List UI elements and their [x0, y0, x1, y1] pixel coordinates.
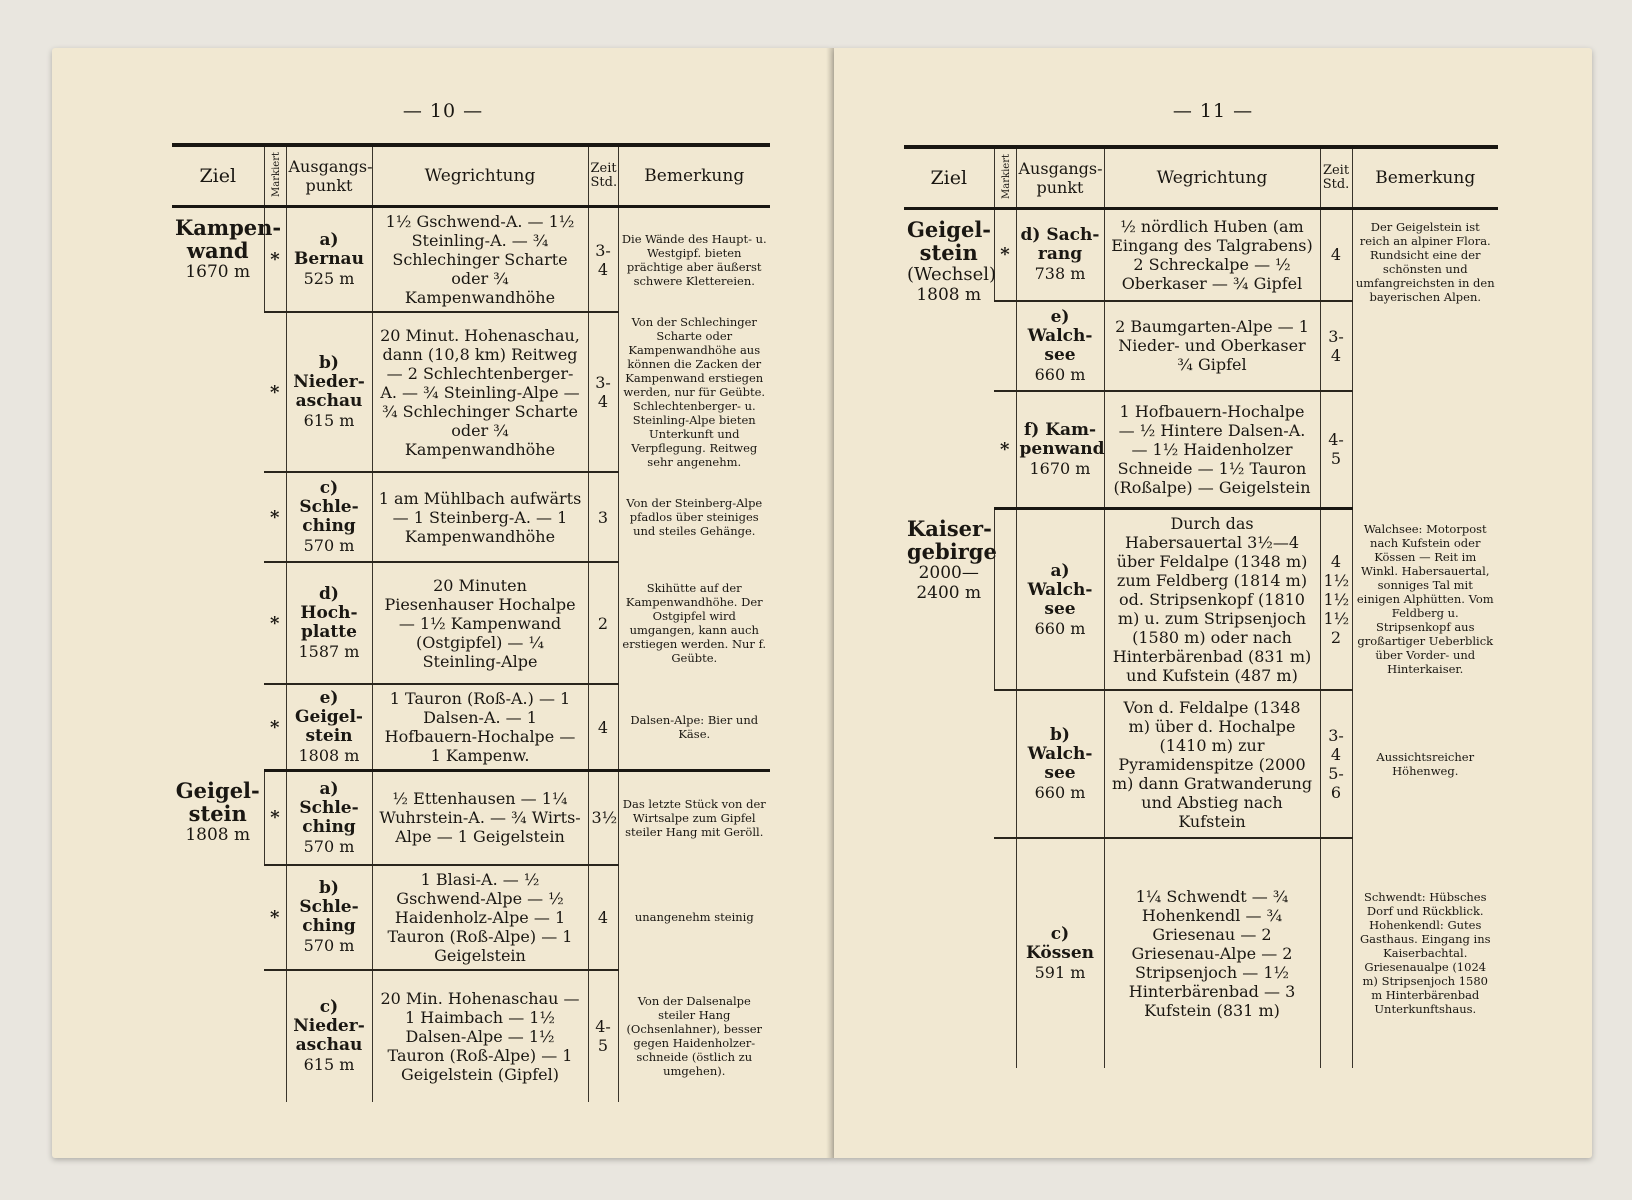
- duration: 3-4: [588, 207, 618, 313]
- duration: 4: [588, 684, 618, 771]
- remark: Dalsen-Alpe: Bier und Käse.: [618, 684, 770, 771]
- duration: 4: [588, 865, 618, 970]
- destination-cell: Kampen-wand 1670 m: [175, 215, 282, 282]
- table-row: [904, 690, 1498, 838]
- right-page: [834, 48, 1592, 1158]
- marked-indicator: *: [264, 312, 286, 472]
- route-description: 20 Min. Hohenaschau — 1 Haimbach — 1½ Dalsen-Alpe — 1½ Tauron (Roß-Alpe) — 1 Geigelstein (Gipfel): [372, 970, 588, 1102]
- left-page: [52, 48, 834, 1158]
- remark: unangenehm steinig: [618, 865, 770, 970]
- route-description: 1 Blasi-A. — ½ Gschwend-Alpe — ½ Haidenholz-Alpe — 1 Tauron (Roß-Alpe) — 1 Geigelstein: [372, 865, 588, 970]
- start-point: e) Walch-see 660 m: [1016, 301, 1104, 391]
- remark: Walchsee: Motorpost nach Kufstein oder Kössen — Reit im Winkl. Habersauertal, sonniges Tal mit einigen Alphütten. Vom Feldberg u. Stripsenkopf aus großartiger Ueberblick über Vorder- und Hinterkaiser.: [1352, 509, 1498, 691]
- start-point: d) Hoch-platte 1587 m: [286, 562, 372, 684]
- table-row: [172, 207, 770, 313]
- start-point: c) Nieder-aschau 615 m: [286, 970, 372, 1102]
- route-description: 1¼ Schwendt — ¾ Hohenkendl — ¾ Griesenau — 2 Griesenau-Alpe — 2 Stripsenjoch — 1½ Hinterbärenbad — 3 Kufstein (831 m): [1104, 838, 1320, 1068]
- duration: 3-4: [588, 312, 618, 472]
- header-ausgangspunkt: Ausgangs-punkt: [1016, 147, 1104, 209]
- start-point: c) Schle-ching 570 m: [286, 472, 372, 562]
- table-row: [904, 838, 1498, 1068]
- marked-indicator: *: [264, 472, 286, 562]
- remark: Aussichtsreicher Höhenweg.: [1352, 690, 1498, 838]
- route-description: 1 Tauron (Roß-A.) — 1 Dalsen-A. — 1 Hofbauern-Hochalpe — 1 Kampenw.: [372, 684, 588, 771]
- duration: 3-4 5-6: [1320, 690, 1352, 838]
- remark: Von der Steinberg-Alpe pfadlos über steiniges und steiles Gehänge.: [618, 472, 770, 562]
- marked-indicator: *: [264, 562, 286, 684]
- header-ausgangspunkt: Ausgangs-punkt: [286, 145, 372, 207]
- marked-indicator: [994, 838, 1016, 1068]
- remark: Die Wände des Haupt- u. Westgipf. bieten prächtige aber äußerst schwere Klettereien.: [618, 207, 770, 313]
- header-bemerkung: Bemerkung: [1352, 147, 1498, 209]
- start-point: a) Schle-ching 570 m: [286, 771, 372, 865]
- destination-cell: Geigel-stein (Wechsel) 1808 m: [907, 217, 997, 305]
- remark: Der Geigelstein ist reich an alpiner Flora. Rundsicht eine der schönsten und umfangreichsten in den bayerischen Alpen.: [1352, 209, 1498, 509]
- start-point: a) Bernau 525 m: [286, 207, 372, 313]
- start-point: f) Kam-penwand 1670 m: [1016, 391, 1104, 509]
- remark: Von der Schlechinger Scharte oder Kampenwandhöhe aus können die Zacken der Kampenwand erstiegen werden, nur für Geübte. Schlechtenberger- u. Steinling-Alpe bieten Unterkunft und Verpflegung. Reitweg sehr angenehm.: [618, 312, 770, 472]
- route-description: ½ Ettenhausen — 1¼ Wuhrstein-A. — ¾ Wirts-Alpe — 1 Geigelstein: [372, 771, 588, 865]
- start-point: b) Walch-see 660 m: [1016, 690, 1104, 838]
- route-description: Von d. Feldalpe (1348 m) über d. Hochalpe (1410 m) zur Pyramidenspitze (2000 m) dann Gratwanderung und Abstieg nach Kufstein: [1104, 690, 1320, 838]
- route-description: 1 am Mühlbach aufwärts — 1 Steinberg-A. — 1 Kampenwandhöhe: [372, 472, 588, 562]
- header-markiert: Markiert: [1000, 153, 1012, 199]
- table-row: [904, 509, 1498, 691]
- duration: 3: [588, 472, 618, 562]
- start-point: d) Sach-rang 738 m: [1016, 209, 1104, 301]
- header-zeit: Zeit Std.: [588, 145, 618, 207]
- marked-indicator: *: [994, 391, 1016, 509]
- remark: Schwendt: Hübsches Dorf und Rückblick. Hohenkendl: Gutes Gasthaus. Eingang ins Kaiserbachtal. Griesenaualpe (1024 m) Stripsenjoch 1580 m Hinterbärenbad Unterkunftshaus.: [1352, 838, 1498, 1068]
- duration: 4: [1320, 209, 1352, 301]
- duration: 3½: [588, 771, 618, 865]
- route-description: 2 Baumgarten-Alpe — 1 Nieder- und Oberkaser ¾ Gipfel: [1104, 301, 1320, 391]
- route-description: Durch das Habersauertal 3½—4 über Feldalpe (1348 m) zum Feldberg (1814 m) od. Stripsenkopf (1810 m) u. zum Stripsenjoch (1580 m) oder nach Hinterbärenbad (831 m) und Kufstein (487 m): [1104, 509, 1320, 691]
- marked-indicator: [264, 970, 286, 1102]
- header-ziel: Ziel: [172, 145, 264, 207]
- route-description: ½ nördlich Huben (am Eingang des Talgrabens) 2 Schreckalpe — ½ Oberkaser — ¾ Gipfel: [1104, 209, 1320, 301]
- start-point: c) Kössen 591 m: [1016, 838, 1104, 1068]
- route-description: 1 Hofbauern-Hochalpe — ½ Hintere Dalsen-A. — 1½ Haidenholzer Schneide — 1½ Tauron (Roßalpe) — Geigelstein: [1104, 391, 1320, 509]
- start-point: b) Schle-ching 570 m: [286, 865, 372, 970]
- header-wegrichtung: Wegrichtung: [372, 145, 588, 207]
- duration: 4-5: [588, 970, 618, 1102]
- table-row: [172, 771, 770, 865]
- route-table-left: [172, 143, 770, 1102]
- header-zeit: Zeit Std.: [1320, 147, 1352, 209]
- header-wegrichtung: Wegrichtung: [1104, 147, 1320, 209]
- duration: [1320, 838, 1352, 1068]
- duration: 4 1½ 1½ 1½ 2: [1320, 509, 1352, 691]
- remark: Skihütte auf der Kampenwandhöhe. Der Ostgipfel wird umgangen, kann auch erstiegen werden. Nur f. Geübte.: [618, 562, 770, 684]
- header-markiert: Markiert: [270, 151, 282, 197]
- page-number-right: — 11 —: [1172, 100, 1254, 122]
- duration: 2: [588, 562, 618, 684]
- marked-indicator: *: [264, 684, 286, 771]
- marked-indicator: *: [264, 771, 286, 865]
- route-table-right: [904, 145, 1498, 1068]
- duration: 3-4: [1320, 301, 1352, 391]
- start-point: e) Geigel-stein 1808 m: [286, 684, 372, 771]
- marked-indicator: [994, 509, 1016, 691]
- remark: Das letzte Stück von der Wirtsalpe zum Gipfel steiler Hang mit Geröll.: [618, 771, 770, 865]
- header-ziel: Ziel: [904, 147, 994, 209]
- table-row: [904, 209, 1498, 301]
- destination-cell: Geigel-stein 1808 m: [175, 777, 260, 845]
- destination-cell: Kaiser-gebirge 2000— 2400 m: [907, 515, 997, 603]
- remark: Von der Dalsenalpe steiler Hang (Ochsenlahner), besser gegen Haidenholzer-schneide (östlich zu umgehen).: [618, 970, 770, 1102]
- marked-indicator: *: [264, 865, 286, 970]
- route-description: 20 Minut. Hohenaschau, dann (10,8 km) Reitweg — 2 Schlechtenberger-A. — ¾ Steinling-Alpe — ¾ Schlechinger Scharte oder ¾ Kampenwandhöhe: [372, 312, 588, 472]
- route-description: 1½ Gschwend-A. — 1½ Steinling-A. — ¾ Schlechinger Scharte oder ¾ Kampenwandhöhe: [372, 207, 588, 313]
- marked-indicator: [994, 690, 1016, 838]
- header-bemerkung: Bemerkung: [618, 145, 770, 207]
- page-number-left: — 10 —: [402, 100, 484, 122]
- start-point: a) Walch-see 660 m: [1016, 509, 1104, 691]
- duration: 4-5: [1320, 391, 1352, 509]
- marked-indicator: *: [994, 209, 1016, 301]
- marked-indicator: *: [264, 207, 286, 313]
- start-point: b) Nieder-aschau 615 m: [286, 312, 372, 472]
- route-description: 20 Minuten Piesenhauser Hochalpe — 1½ Kampenwand (Ostgipfel) — ¼ Steinling-Alpe: [372, 562, 588, 684]
- marked-indicator: [994, 301, 1016, 391]
